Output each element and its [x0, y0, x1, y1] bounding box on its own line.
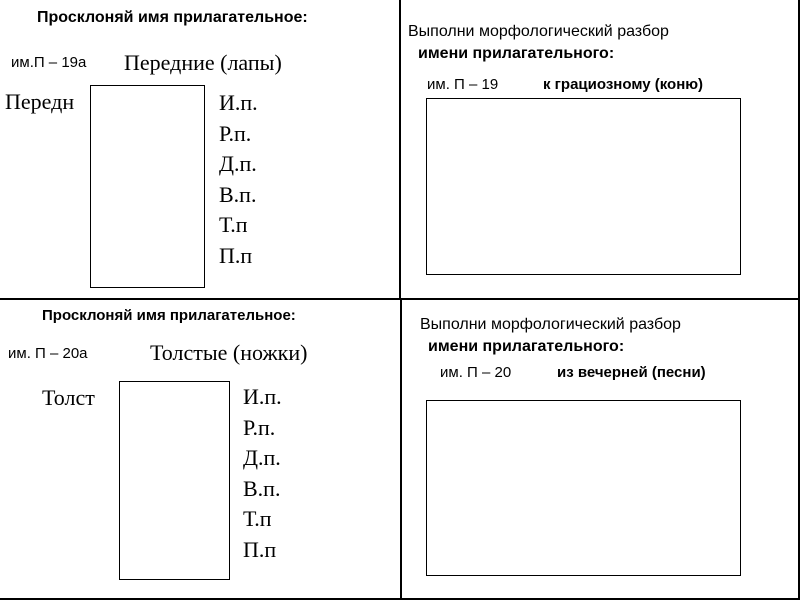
analysis-answer-box[interactable] [426, 98, 741, 275]
ending-answer-box[interactable] [119, 381, 230, 580]
analysis-answer-box[interactable] [426, 400, 741, 576]
case-label: П.п [219, 242, 253, 268]
task-title: Просклоняй имя прилагательное: [37, 9, 308, 26]
word-stem: Передн [5, 89, 75, 114]
horizontal-divider [0, 298, 800, 300]
task-title: Просклоняй имя прилагательное: [42, 307, 296, 324]
task-phrase: из вечерней (песни) [557, 364, 706, 381]
task-phrase: Передние (лапы) [124, 50, 282, 75]
task-reference: им. П – 19 [427, 76, 499, 93]
task-title-line1: Выполни морфологический разбор [408, 23, 669, 40]
vertical-divider-top [399, 0, 401, 300]
task-reference: им. П – 20 [440, 364, 512, 381]
vertical-divider-bottom [400, 300, 402, 600]
word-stem: Толст [42, 385, 95, 410]
ending-answer-box[interactable] [90, 85, 205, 288]
case-label: И.п. [243, 384, 282, 409]
task-title-line1: Выполни морфологический разбор [420, 316, 681, 333]
task-reference: им. П – 20а [8, 345, 88, 362]
case-label: П.п [243, 536, 277, 562]
task-title-line2: имени прилагательного: [428, 338, 625, 355]
task-title-line2: имени прилагательного: [418, 45, 615, 62]
case-label: Р.п. [243, 414, 276, 440]
case-label: Д.п. [243, 445, 281, 471]
task-phrase: Толстые (ножки) [150, 340, 308, 365]
case-label: В.п. [243, 475, 281, 501]
task-phrase: к грациозному (коню) [543, 76, 704, 93]
case-label: И.п. [219, 90, 258, 115]
case-label: Т.п [243, 506, 272, 532]
case-list [219, 88, 258, 272]
case-label: Д.п. [219, 151, 257, 177]
case-label: Р.п. [219, 120, 252, 146]
case-label: В.п. [219, 181, 257, 207]
task-reference: им.П – 19а [11, 54, 87, 71]
case-label: Т.п [219, 212, 248, 238]
case-list [243, 382, 282, 566]
